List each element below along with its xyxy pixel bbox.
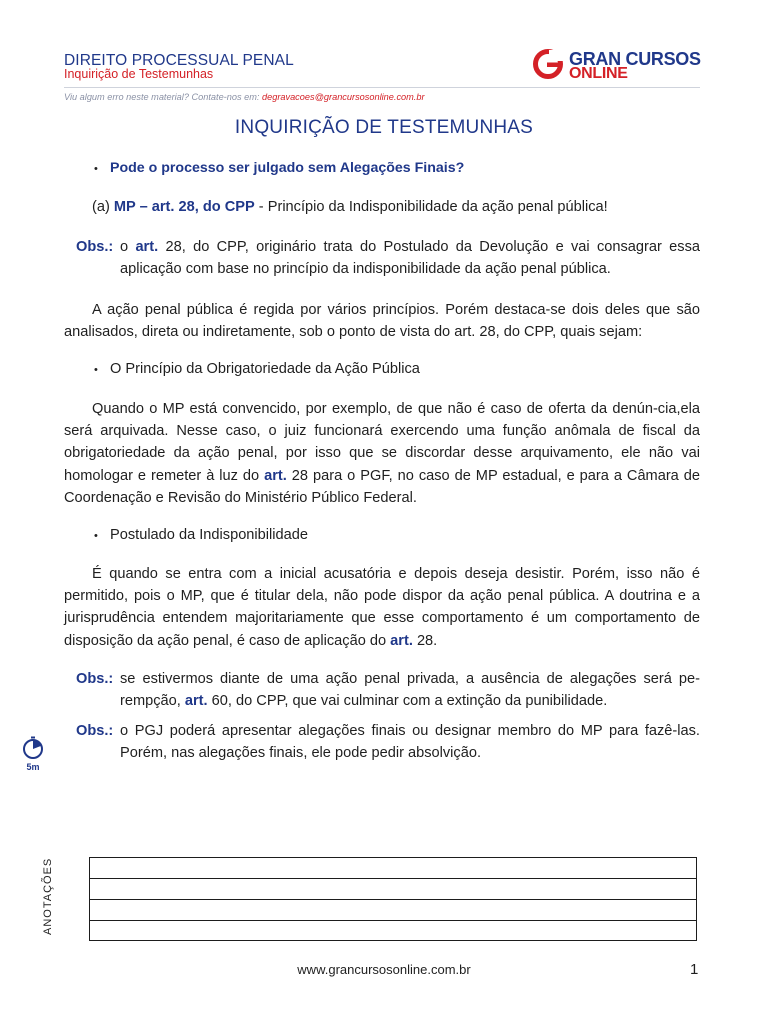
gran-cursos-logo (532, 48, 704, 84)
notes-label: ANOTAÇÕES (42, 857, 54, 935)
logo-text-online: ONLINE (569, 65, 628, 82)
document-subject: DIREITO PROCESSUAL PENAL (64, 52, 294, 69)
stopwatch-icon (21, 736, 45, 760)
obs-label: Obs.: (76, 671, 114, 687)
gran-g-icon (532, 48, 564, 80)
footer-website-link[interactable]: www.grancursosonline.com.br (297, 962, 471, 977)
page-title: INQUIRIÇÃO DE TESTEMUNHAS (234, 117, 534, 138)
obs-text: o PGJ poderá apresentar alegações finais ou designar membro do MP para fazê-las. Porém, nas alegações finais, ele pode pedir absolvição. (120, 723, 700, 762)
list-item-obrigatoriedade: O Princípio da Obrigatoriedade da Ação Pública (110, 361, 420, 377)
obs-text: se estivermos diante de uma ação penal privada, a ausência de alegações será pe-rempção, art. 60, do CPP, que vai culminar com a extinção da punibilidade. (120, 671, 700, 710)
contact-prefix: Viu algum erro neste material? Contate-nos em: (64, 92, 262, 102)
item-a-text: - Princípio da Indisponibilidade da ação penal pública! (254, 199, 608, 215)
paragraph-indisponibilidade: É quando se entra com a inicial acusatória e depois deseja desistir. Porém, isso não é permitido, pois o MP, que é titular dela, não pode dispor da ação penal pública. A doutrina e a jurisprudência entendem majoritariamente que esse comportamento é um comportamento de disposição da ação penal, é caso de aplicação do art. 28. (64, 566, 700, 649)
logo-text-gran-cursos: GRAN CURSOS (569, 49, 701, 69)
item-a-prefix: (a) (92, 199, 114, 215)
list-bullet: • (94, 530, 98, 542)
question-heading: Pode o processo ser julgado sem Alegações Finais? (110, 160, 465, 176)
obs-label: Obs.: (76, 239, 114, 255)
contact-line (64, 92, 425, 102)
notes-line (90, 899, 696, 900)
item-a-bold: MP – art. 28, do CPP (113, 199, 255, 215)
video-timestamp-marker (19, 736, 47, 776)
notes-line (90, 878, 696, 879)
notes-line (90, 920, 696, 921)
contact-email-link[interactable]: degravacoes@grancursosonline.com.br (261, 92, 425, 102)
paragraph-obrigatoriedade: Quando o MP está convencido, por exemplo, de que não é caso de oferta da denún-cia,ela será arquivada. Nesse caso, o juiz funcionará exercendo uma função anômala de fiscal da obrigatoriedade da ação penal, por isso que se discordar desse arquivamento, ele não vai homologar e remeter à luz do art. 28 para o PGF, no caso de MP estadual, e para a Câmara de Coordenação e Revisão do Ministério Público Federal. (64, 401, 700, 506)
item-a (92, 196, 608, 218)
header-divider (64, 87, 700, 88)
notes-box[interactable] (89, 857, 697, 941)
page-number: 1 (690, 961, 699, 978)
timestamp-label: 5m (26, 762, 40, 772)
list-bullet: • (94, 364, 98, 376)
list-item-indisponibilidade: Postulado da Indisponibilidade (110, 527, 308, 543)
document-topic: Inquirição de Testemunhas (64, 67, 214, 81)
paragraph-principles: A ação penal pública é regida por vários princípios. Porém destaca-se dois deles que são analisados, direta ou indiretamente, sob o ponto de vista do art. 28, do CPP, quais sejam: (64, 302, 700, 341)
obs-label: Obs.: (76, 723, 114, 739)
obs-text: o art. 28, do CPP, originário trata do Postulado da Devolução e vai consagrar essa aplicação com base no princípio da indisponibilidade da ação penal pública. (120, 239, 701, 278)
question-bullet: • (94, 163, 98, 175)
